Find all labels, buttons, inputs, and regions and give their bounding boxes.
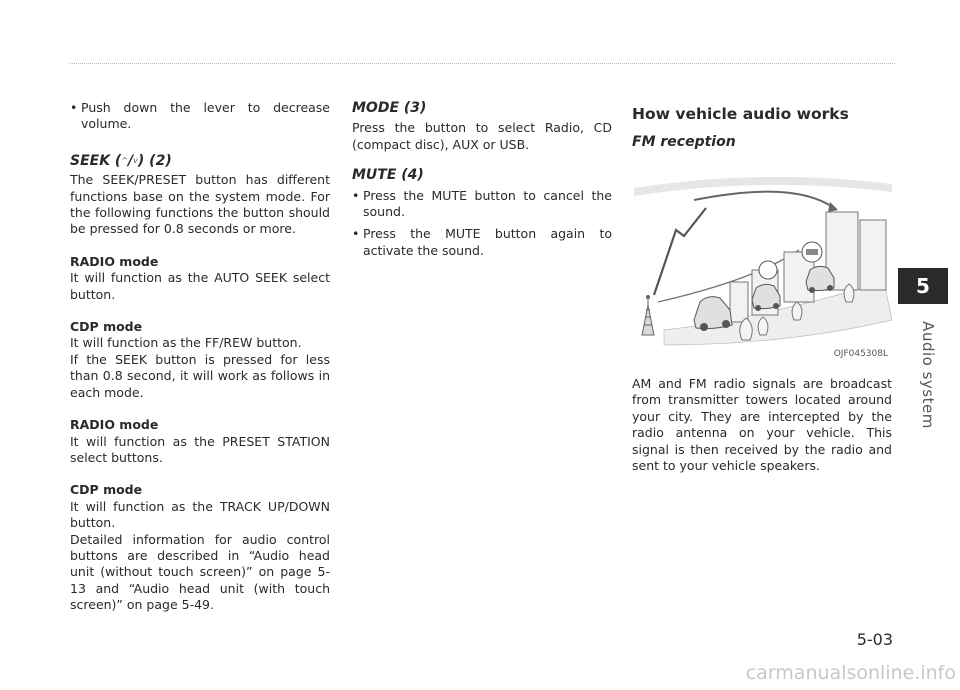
car-icon-3 [806, 266, 834, 293]
watermark-text: carmanualsonline.info [745, 662, 956, 684]
seek-heading-slash: / [128, 152, 134, 169]
cdp-mode-text-1a: It will function as the FF/REW button. [70, 335, 302, 351]
audio-works-text: AM and FM radio signals are broadcast from transmitter towers located around your city. They are intercepted by the radio antenna on your vehicle. This signal is then received by the radio and sent to your vehicle speakers. [632, 376, 892, 474]
cdp-mode-label-1: CDP mode [70, 319, 143, 335]
chapter-tab: 5 [898, 268, 948, 304]
middle-column [352, 100, 612, 259]
page-number: 5-03 [856, 630, 893, 649]
right-column [632, 100, 892, 151]
chevron-down-icon: v [133, 155, 138, 165]
radio-mode-label-2: RADIO mode [70, 417, 159, 433]
bullet-decrease-volume: • Push down the lever to decrease volume. [70, 100, 330, 133]
mode-heading: MODE (3) [352, 100, 427, 116]
chapter-title-vertical [917, 310, 939, 440]
cdp-mode-text-2b: Detailed information for audio control buttons are described in “Audio head unit (without touch screen)” on page 5-13 and “Audio head unit (with touch screen)” on page 5-49. [70, 531, 330, 613]
cdp-mode-label-2: CDP mode [70, 482, 143, 498]
header-divider [70, 63, 895, 64]
left-column [70, 100, 330, 614]
seek-description: The SEEK/PRESET button has different functions base on the system mode. For the following functions the button should be pressed for 0.8 seconds or more. [70, 172, 330, 237]
fm-reception-illustration [634, 170, 892, 360]
radio-mode-text-1: It will function as the AUTO SEEK select button. [70, 270, 330, 302]
figure-code: OJF045308L [833, 349, 888, 359]
fm-reception-heading: FM reception [632, 134, 736, 151]
mute-bullet-activate: • Press the MUTE button again to activate the sound. [352, 226, 612, 259]
chevron-up-icon: ^ [121, 155, 129, 165]
seek-heading [70, 153, 330, 169]
cdp-mode-text-2a: It will function as the TRACK UP/DOWN button. [70, 498, 330, 531]
chapter-title-text: Audio system [919, 321, 937, 429]
mute-bullet-cancel: • Press the MUTE button to cancel the sound. [352, 188, 612, 221]
mute-heading: MUTE (4) [352, 167, 424, 184]
seek-heading-prefix: SEEK ( [70, 152, 122, 169]
how-audio-works-heading: How vehicle audio works [632, 105, 849, 123]
right-column-body [632, 376, 892, 474]
mode-text: Press the button to select Radio, CD (compact disc), AUX or USB. [352, 120, 612, 152]
car-icon-2 [752, 284, 780, 311]
seek-heading-suffix: ) (2) [137, 152, 172, 169]
radio-mode-text-2: It will function as the PRESET STATION select buttons. [70, 433, 330, 465]
cdp-mode-text-1b: If the SEEK button is pressed for less than 0.8 second, it will work as follows in each mode. [70, 351, 330, 400]
radio-mode-label-1: RADIO mode [70, 253, 159, 269]
